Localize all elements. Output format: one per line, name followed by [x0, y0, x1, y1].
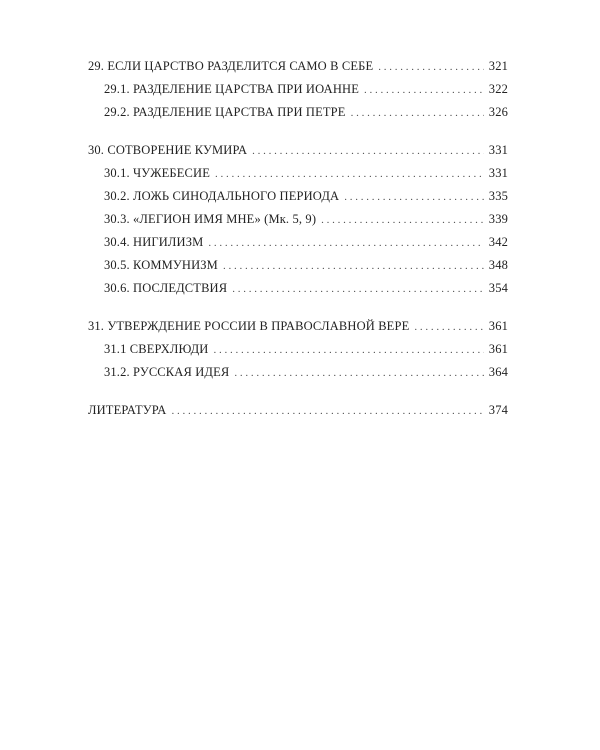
toc-entry-30-3[interactable]	[88, 212, 508, 235]
toc-entry-page: 348	[488, 258, 508, 272]
toc-entry-30-6[interactable]	[88, 281, 508, 304]
toc-entry-page: 335	[488, 189, 508, 203]
toc-entry-title: 30.4. НИГИЛИЗМ	[104, 235, 204, 249]
toc-entry-title: ЛИТЕРАТУРА	[88, 403, 167, 417]
toc-entry-29[interactable]	[88, 59, 508, 82]
toc-entry-title: 29.1. РАЗДЕЛЕНИЕ ЦАРСТВА ПРИ ИОАННЕ	[104, 82, 359, 96]
toc-entry-page: 342	[488, 235, 508, 249]
toc-entry-29-2[interactable]	[88, 105, 508, 128]
toc-entry-title: 30.1. ЧУЖЕБЕСИЕ	[104, 166, 210, 180]
toc-entry-page: 374	[488, 403, 508, 417]
toc-entry-30[interactable]	[88, 143, 508, 166]
toc-entry-page: 331	[488, 143, 508, 157]
toc-leader-dots	[364, 84, 484, 96]
toc-entry-31-2[interactable]	[88, 365, 508, 388]
toc-entry-30-5[interactable]	[88, 258, 508, 281]
toc-entry-page: 354	[488, 281, 508, 295]
toc-leader-dots	[223, 260, 484, 272]
toc-entry-30-1[interactable]	[88, 166, 508, 189]
toc-leader-dots	[351, 107, 484, 119]
toc-entry-title: 30.3. «ЛЕГИОН ИМЯ МНЕ» (Мк. 5, 9)	[104, 212, 317, 226]
toc-entry-page: 326	[488, 105, 508, 119]
toc-entry-page: 322	[488, 82, 508, 96]
toc-entry-29-1[interactable]	[88, 82, 508, 105]
toc-entry-31[interactable]	[88, 319, 508, 342]
toc-entry-30-2[interactable]	[88, 189, 508, 212]
toc-entry-title: 31.1 СВЕРХЛЮДИ	[104, 342, 209, 356]
toc-entry-title: 31. УТВЕРЖДЕНИЕ РОССИИ В ПРАВОСЛАВНОЙ ВЕРЕ	[88, 319, 410, 333]
toc-entry-31-1[interactable]	[88, 342, 508, 365]
toc-entry-page: 321	[488, 59, 508, 73]
toc-entry-title: 29.2. РАЗДЕЛЕНИЕ ЦАРСТВА ПРИ ПЕТРЕ	[104, 105, 346, 119]
toc-entry-title: 30.2. ЛОЖЬ СИНОДАЛЬНОГО ПЕРИОДА	[104, 189, 340, 203]
toc-leader-dots	[208, 237, 483, 249]
toc-entry-title: 29. ЕСЛИ ЦАРСТВО РАЗДЕЛИТСЯ САМО В СЕБЕ	[88, 59, 374, 73]
toc-entry-page: 364	[488, 365, 508, 379]
toc-leader-dots	[344, 191, 484, 203]
toc-entry-page: 339	[488, 212, 508, 226]
toc-entry-literature[interactable]	[88, 403, 508, 426]
toc-entry-title: 30.5. КОММУНИЗМ	[104, 258, 218, 272]
toc-entry-page: 361	[488, 319, 508, 333]
table-of-contents	[88, 59, 508, 426]
toc-entry-page: 361	[488, 342, 508, 356]
toc-leader-dots	[321, 214, 484, 226]
toc-entry-title: 30.6. ПОСЛЕДСТВИЯ	[104, 281, 228, 295]
toc-leader-dots	[232, 283, 484, 295]
toc-entry-title: 31.2. РУССКАЯ ИДЕЯ	[104, 365, 230, 379]
toc-leader-dots	[213, 344, 483, 356]
toc-leader-dots	[171, 405, 483, 417]
toc-entry-30-4[interactable]	[88, 235, 508, 258]
toc-leader-dots	[234, 367, 483, 379]
toc-entry-title: 30. СОТВОРЕНИЕ КУМИРА	[88, 143, 248, 157]
toc-leader-dots	[378, 61, 484, 73]
toc-leader-dots	[252, 145, 484, 157]
toc-leader-dots	[215, 168, 484, 180]
toc-leader-dots	[414, 321, 483, 333]
toc-entry-page: 331	[488, 166, 508, 180]
